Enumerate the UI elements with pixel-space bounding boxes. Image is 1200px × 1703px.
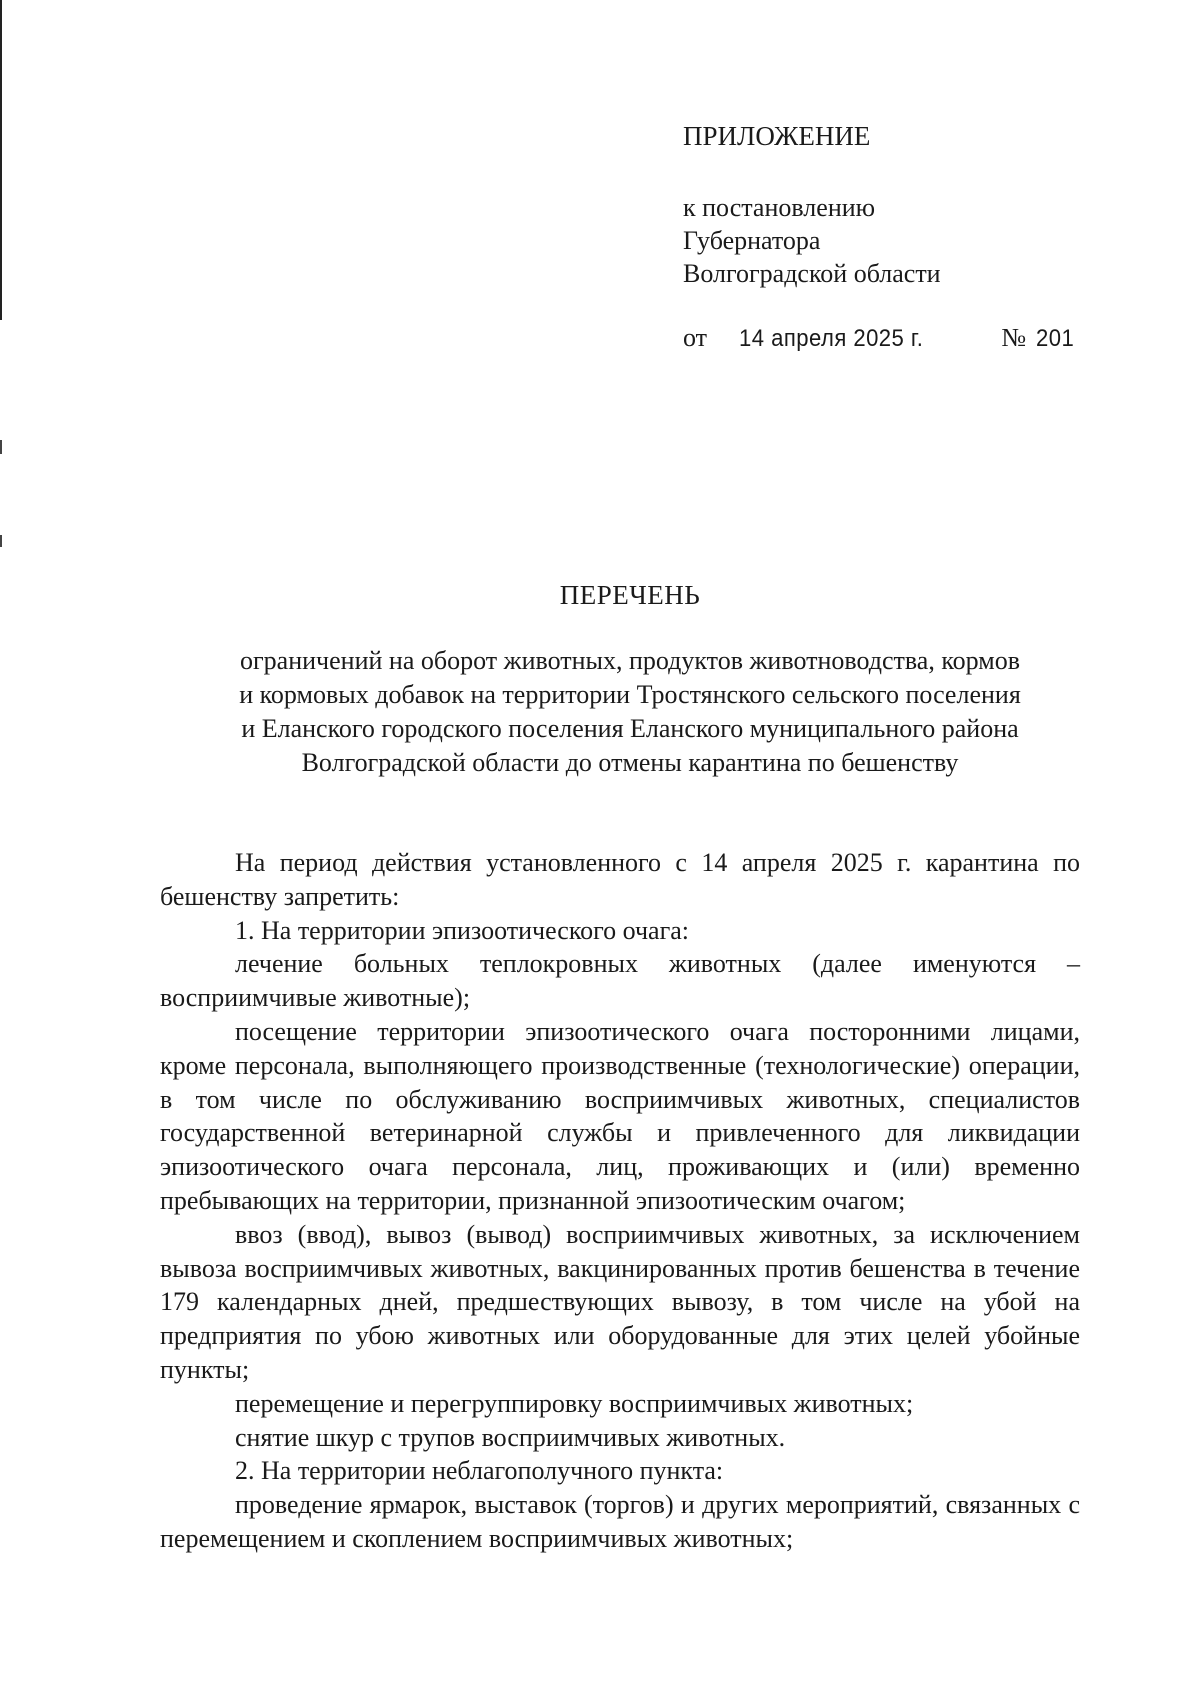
paragraph: ввоз (ввод), вывоз (вывод) восприимчивых животных, за исключением вывоза восприимчивых животных, вакцинированных против бешенства в течение 179 календарных дней, предшествующих вывозу, в том числе на убой на предприятия по убою животных или оборудованные для этих целей убойные пункты; [160,1219,1080,1384]
subtitle-line: Волгоградской области до отмены карантина по бешенству [301,748,959,777]
paragraph: посещение территории эпизоотического очага посторонними лицами, кроме персонала, выполняющего производственные (технологические) операции, в том числе по обслуживанию восприимчивых животных, специалистов государственной ветеринарной службы и привлеченного для ликвидации эпизоотического очага персонала, лиц, проживающих и (или) временно пребывающих на территории, признанной эпизоотическим очагом; [160,1016,1080,1215]
paragraph: 2. На территории неблагополучного пункта: [235,1456,724,1486]
document-date: 14 апреля 2025 г. [739,325,924,352]
paragraph: 1. На территории эпизоотического очага: [235,915,690,945]
paragraph: На период действия установленного с 14 апреля 2025 г. карантина по бешенству запретить: [160,848,1080,911]
date-prefix: от [683,323,708,352]
paragraph: лечение больных теплокровных животных (далее именуются – восприимчивые животные); [160,949,1080,1013]
document-subtitle [160,644,1100,780]
number-prefix: № [1001,323,1027,352]
document-heading: ПЕРЕЧЕНЬ [559,580,701,610]
appendix-block [683,120,1078,355]
appendix-line: Волгоградской области [683,259,941,288]
appendix-title: ПРИЛОЖЕНИЕ [683,121,871,151]
subtitle-line: и кормовых добавок на территории Тростянского сельского поселения [239,680,1021,709]
document-body [160,846,1080,1556]
subtitle-line: и Еланского городского поселения Еланского муниципального района [241,714,1019,743]
appendix-line: Губернатора [683,226,821,255]
appendix-line: к постановлению [683,193,876,222]
appendix-date-line [683,321,1078,355]
paragraph: снятие шкур с трупов восприимчивых животных. [235,1422,786,1452]
paragraph: перемещение и перегруппировку восприимчивых животных; [235,1388,914,1418]
paragraph: проведение ярмарок, выставок (торгов) и других мероприятий, связанных с перемещением и скоплением восприимчивых животных; [160,1490,1080,1553]
subtitle-line: ограничений на оборот животных, продуктов животноводства, кормов [240,646,1020,675]
scan-mark [0,440,2,454]
document-number: 201 [1036,325,1075,352]
scan-mark [0,535,2,547]
scan-edge-line [0,0,2,320]
